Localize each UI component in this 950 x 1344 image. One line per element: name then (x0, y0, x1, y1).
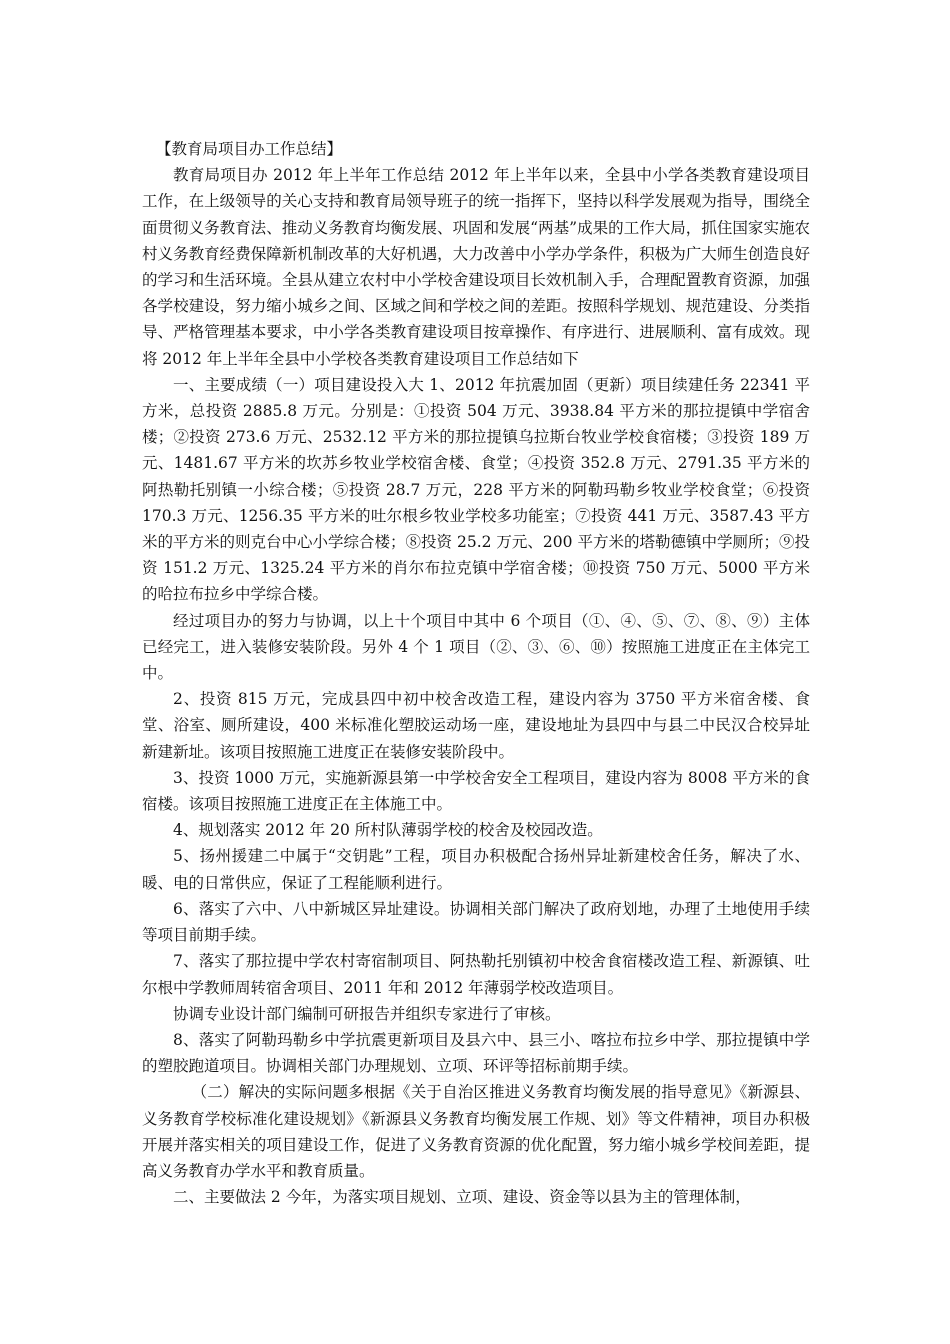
paragraph-review: 协调专业设计部门编制可研报告并组织专家进行了审核。 (173, 1004, 561, 1023)
paragraph-item-4: 4、规划落实 2012 年 20 所村队薄弱学校的校舍及校园改造。 (173, 821, 603, 840)
paragraph-item-5: 5、扬州援建二中属于“交钥匙”工程，项目办积极配合扬州异址新建校舍任务，解决了水、暖、电的日常供应，保证了工程能顺利进行。 (142, 847, 810, 892)
paragraph-item-8: 8、落实了阿勒玛勒乡中学抗震更新项目及县六中、县三小、喀拉布拉乡中学、那拉提镇中学的塑胶跑道项目。协调相关部门办理规划、立项、环评等招标前期手续。 (142, 1030, 810, 1076)
document-title: 【教育局项目办工作总结】 (156, 140, 343, 158)
paragraph-achievements-1: 一、主要成绩（一）项目建设投入大 1、2012 年抗震加固（更新）项目续建任务 22341 平方米，总投资 2885.8 万元。分别是：①投资 504 万元、3938.84 平方米的那拉提镇中学宿舍楼；②投资 273.6 万元、2532.12 平方米的那拉提镇乌拉斯台牧业学校食宿楼；③投资 189 万元、1481.67 平方米的坎苏乡牧业学校宿舍楼、食堂；④投资 352.8 万元、2791.35 平方米的阿热勒托别镇一小综合楼；⑤投资 28.7 万元，228 平方米的阿勒玛勒乡牧业学校食堂；⑥投资 170.3 万元、1256.35 平方米的吐尔根乡牧业学校多功能室；⑦投资 441 万元、3587.43 平方米的平方米的则克台中心小学综合楼；⑧投资 25.2 万元、200 平方米的塔勒德镇中学厕所；⑨投资 151.2 万元、1325.24 平方米的肖尔布拉克镇中学宿舍楼；⑩投资 750 万元、5000 平方米的哈拉布拉乡中学综合楼。 (142, 375, 810, 604)
document-body (142, 136, 810, 1210)
paragraph-methods: 二、主要做法 2 今年，为落实项目规划、立项、建设、资金等以县为主的管理体制， (173, 1188, 751, 1207)
paragraph-item-7: 7、落实了那拉提中学农村寄宿制项目、阿热勒托别镇初中校舍食宿楼改造工程、新源镇、吐尔根中学教师周转宿舍项目、2011 年和 2012 年薄弱学校改造项目。 (142, 952, 810, 997)
paragraph-item-3: 3、投资 1000 万元，实施新源县第一中学校舍安全工程项目，建设内容为 8008 平方米的食宿楼。该项目按照施工进度正在主体施工中。 (142, 768, 810, 814)
paragraph-intro: 教育局项目办 2012 年上半年工作总结 2012 年上半年以来，全县中小学各类教育建设项目工作，在上级领导的关心支持和教育局领导班子的统一指挥下，坚持以科学发展观为指导，围绕全面贯彻义务教育法、推动义务教育均衡发展、巩固和发展“两基”成果的工作大局，抓住国家实施农村义务教育经费保障新机制改革的大好机遇，大力改善中小学办学条件，积极为广大师生创造良好的学习和生活环境。全县从建立农村中小学校舍建设项目长效机制入手，合理配置教育资源，加强各学校建设，努力缩小城乡之间、区域之间和学校之间的差距。按照科学规划、规范建设、分类指导、严格管理基本要求，中小学各类教育建设项目按章操作、有序进行、进展顺利、富有成效。现将 2012 年上半年全县中小学校各类教育建设项目工作总结如下 (142, 166, 810, 368)
paragraph-item-6: 6、落实了六中、八中新城区异址建设。协调相关部门解决了政府划地，办理了土地使用手续等项目前期手续。 (142, 899, 810, 945)
paragraph-progress: 经过项目办的努力与协调，以上十个项目中其中 6 个项目（①、④、⑤、⑦、⑧、⑨）主体已经完工，进入装修安装阶段。另外 4 个 1 项目（②、③、⑥、⑩）按照施工进度正在主体完工中。 (142, 611, 810, 683)
paragraph-section-2: （二）解决的实际问题多根据《关于自治区推进义务教育均衡发展的指导意见》《新源县、义务教育学校标准化建设规划》《新源县义务教育均衡发展工作规、划》等文件精神，项目办积极开展并落实相关的项目建设工作，促进了义务教育资源的优化配置，努力缩小城乡学校间差距，提高义务教育办学水平和教育质量。 (142, 1083, 810, 1180)
paragraph-item-2: 2、投资 815 万元，完成县四中初中校舍改造工程，建设内容为 3750 平方米宿舍楼、食堂、浴室、厕所建设，400 米标准化塑胶运动场一座，建设地址为县四中与县二中民汉合校异址新建新址。该项目按照施工进度正在装修安装阶段中。 (142, 690, 810, 761)
